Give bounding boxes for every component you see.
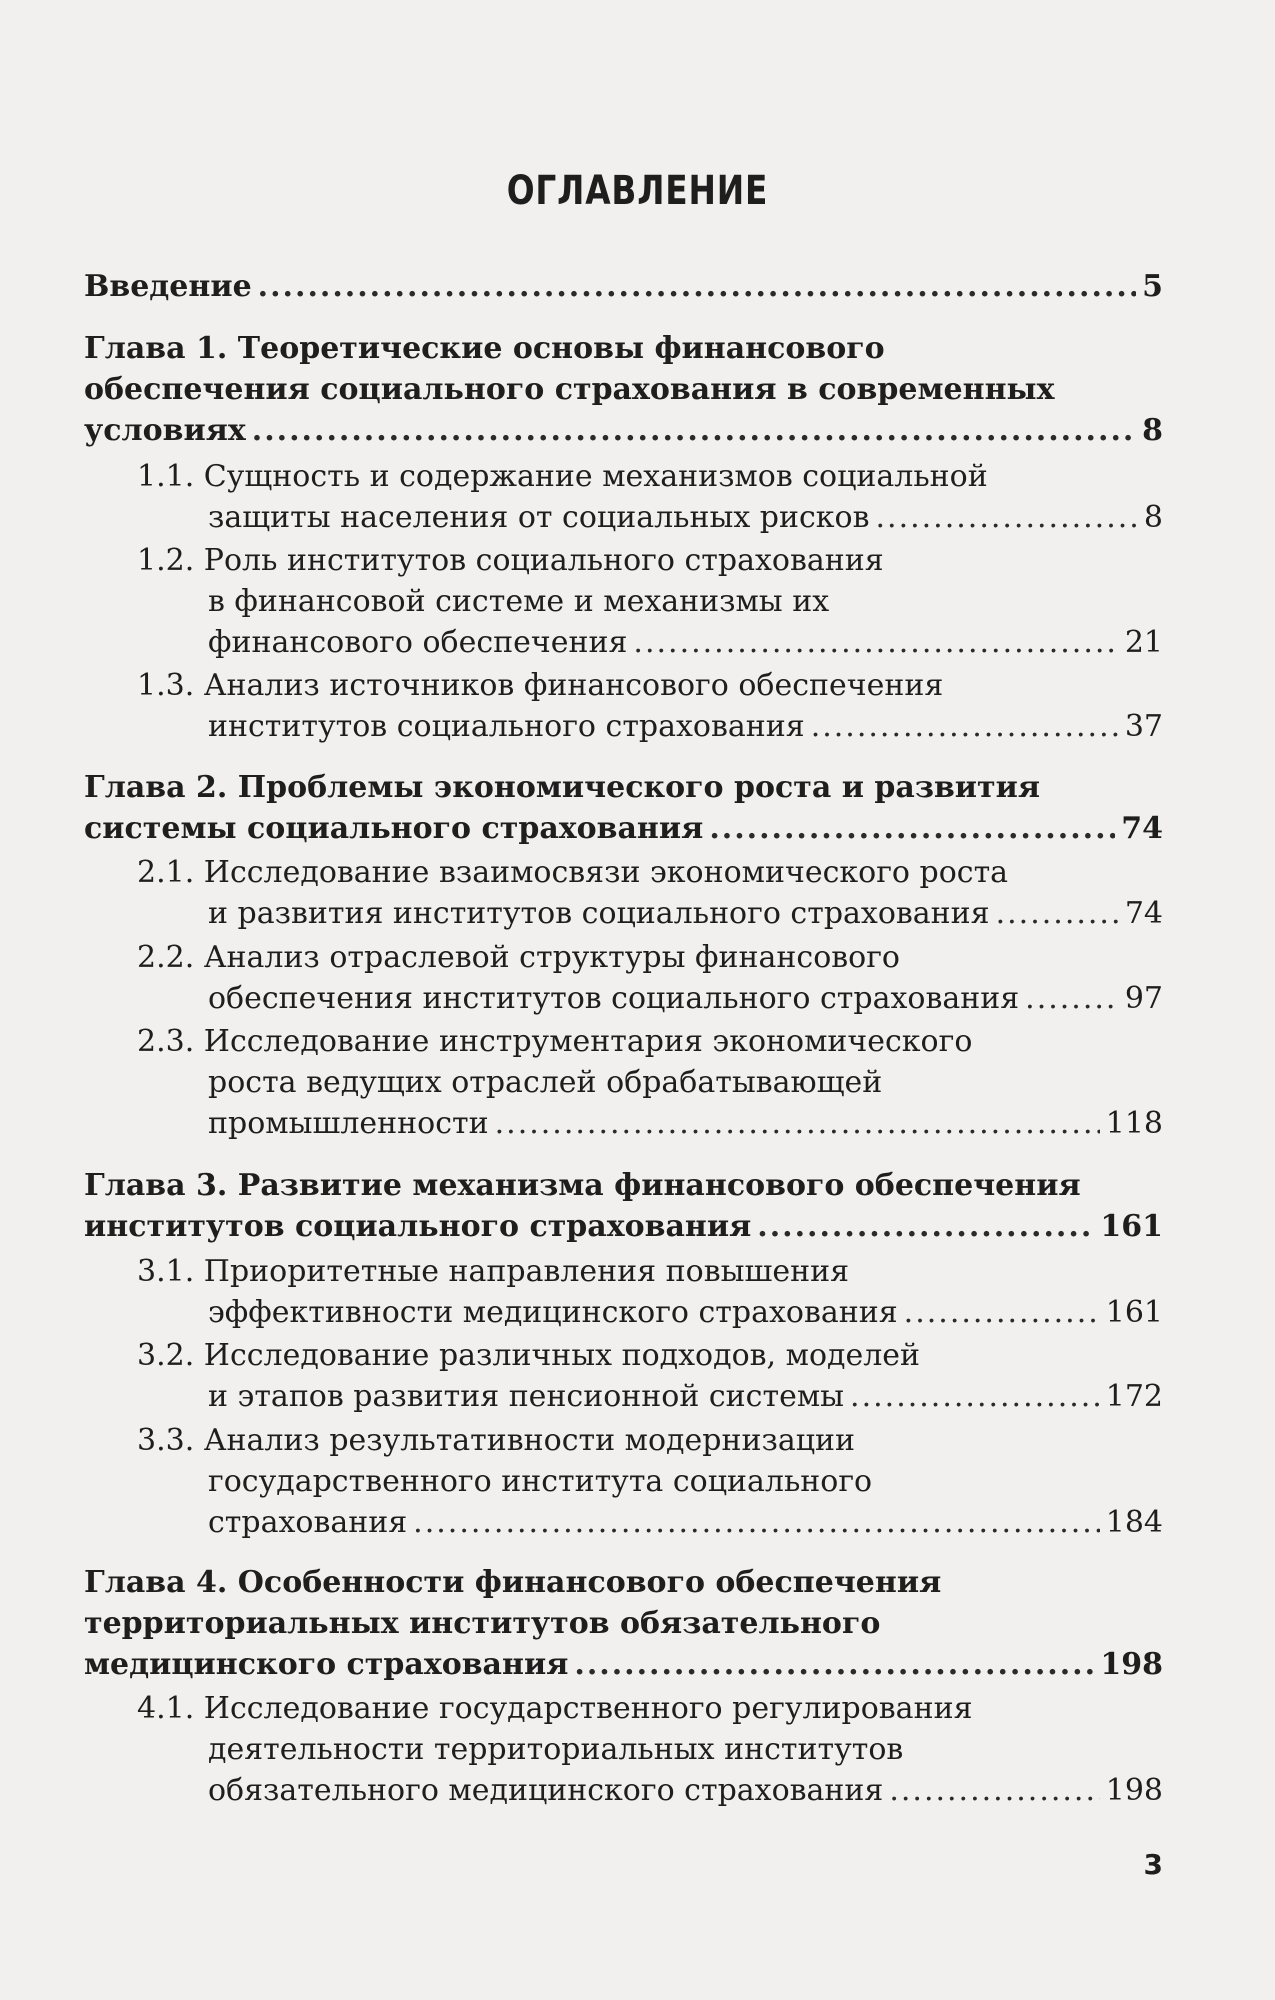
- dot-leader: [252, 410, 1136, 451]
- entry-title-line: 2.3. Исследование инструментария экономического: [137, 1024, 973, 1059]
- dot-leader: [904, 1292, 1100, 1333]
- entry-title-line: и этапов развития пенсионной системы: [208, 1379, 845, 1414]
- entry-title-line: государственного института социального: [208, 1464, 873, 1499]
- entry-title-line: деятельности территориальных институтов: [208, 1732, 904, 1767]
- entry-title-line: и развития институтов социального страхования: [208, 896, 990, 931]
- dot-leader: [876, 497, 1138, 538]
- page-ref: 74: [1121, 811, 1163, 846]
- dot-leader: [757, 1206, 1094, 1247]
- entry-title: Введение: [84, 269, 252, 304]
- dot-leader: [889, 1770, 1099, 1811]
- entry-title-line: обеспечения институтов социального страхования: [208, 981, 1020, 1016]
- page-ref: 198: [1105, 1773, 1163, 1808]
- page-number: 3: [1143, 1848, 1163, 1881]
- dot-leader: [850, 1376, 1100, 1417]
- page-ref: 161: [1100, 1209, 1163, 1244]
- dot-leader: [996, 893, 1119, 934]
- toc-chapter-1: [84, 328, 1163, 451]
- toc-section-2-1: [137, 852, 1163, 934]
- entry-title-line: обеспечения социального страхования в современных: [84, 372, 1055, 407]
- entry-title-line: 1.2. Роль институтов социального страхования: [137, 543, 884, 578]
- toc-section-3-3: [137, 1420, 1163, 1543]
- entry-title-line: 3.1. Приоритетные направления повышения: [137, 1254, 850, 1289]
- entry-title-line: роста ведущих отраслей обрабатывающей: [208, 1065, 883, 1100]
- toc-section-1-2: [137, 540, 1163, 663]
- page-ref: 184: [1105, 1505, 1163, 1540]
- toc-section-2-3: [137, 1021, 1163, 1144]
- entry-title-line: Глава 2. Проблемы экономического роста и развития: [84, 770, 1041, 805]
- page-ref: 97: [1124, 981, 1163, 1016]
- toc-section-1-1: [137, 456, 1163, 538]
- toc-entry-intro: [84, 266, 1163, 307]
- toc-section-3-1: [137, 1251, 1163, 1333]
- toc-section-1-3: [137, 665, 1163, 747]
- dot-leader: [709, 808, 1115, 849]
- entry-title-line: в финансовой системе и механизмы их: [208, 584, 830, 619]
- toc-section-4-1: [137, 1688, 1163, 1811]
- entry-title-line: 1.3. Анализ источников финансового обеспечения: [137, 668, 944, 703]
- entry-title-line: системы социального страхования: [84, 811, 704, 846]
- entry-title-line: защиты населения от социальных рисков: [208, 500, 870, 535]
- page-ref: 172: [1105, 1379, 1163, 1414]
- dot-leader: [811, 706, 1119, 747]
- page-ref: 8: [1142, 413, 1163, 448]
- entry-title-line: территориальных институтов обязательного: [84, 1606, 881, 1641]
- dot-leader: [495, 1103, 1100, 1144]
- entry-title-line: медицинского страхования: [84, 1647, 569, 1682]
- toc-chapter-2: [84, 767, 1163, 849]
- page-ref: 118: [1105, 1106, 1163, 1141]
- dot-leader: [574, 1644, 1094, 1685]
- entry-title-line: промышленности: [208, 1106, 489, 1141]
- page-ref: 8: [1143, 500, 1163, 535]
- dot-leader: [413, 1502, 1100, 1543]
- entry-title-line: эффективности медицинского страхования: [208, 1295, 898, 1330]
- dot-leader: [258, 266, 1136, 307]
- toc-chapter-4: [84, 1562, 1163, 1685]
- page-ref: 74: [1124, 896, 1163, 931]
- entry-title-line: 4.1. Исследование государственного регулирования: [137, 1691, 973, 1726]
- entry-title-line: Глава 4. Особенности финансового обеспечения: [84, 1565, 942, 1600]
- entry-title-line: условиях: [84, 413, 246, 448]
- page-ref: 5: [1142, 269, 1163, 304]
- entry-title-line: 3.2. Исследование различных подходов, моделей: [137, 1338, 921, 1373]
- entry-title-line: страхования: [208, 1505, 408, 1540]
- page-title: ОГЛАВЛЕНИЕ: [506, 168, 769, 214]
- entry-title-line: обязательного медицинского страхования: [208, 1773, 884, 1808]
- entry-title-line: Глава 1. Теоретические основы финансового: [84, 331, 885, 366]
- entry-title-line: институтов социального страхования: [208, 709, 805, 744]
- dot-leader: [1025, 978, 1119, 1019]
- page-ref: 198: [1100, 1647, 1163, 1682]
- entry-title-line: институтов социального страхования: [84, 1209, 752, 1244]
- entry-title-line: 2.1. Исследование взаимосвязи экономического роста: [137, 855, 1009, 890]
- entry-title-line: Глава 3. Развитие механизма финансового обеспечения: [84, 1168, 1081, 1203]
- page-ref: 21: [1124, 625, 1163, 660]
- page-ref: 37: [1124, 709, 1163, 744]
- entry-title-line: 1.1. Сущность и содержание механизмов социальной: [137, 459, 988, 494]
- toc-section-2-2: [137, 937, 1163, 1019]
- toc-section-3-2: [137, 1335, 1163, 1417]
- page-ref: 161: [1105, 1295, 1163, 1330]
- toc-chapter-3: [84, 1165, 1163, 1247]
- entry-title-line: финансового обеспечения: [208, 625, 628, 660]
- entry-title-line: 2.2. Анализ отраслевой структуры финансового: [137, 940, 900, 975]
- dot-leader: [633, 622, 1118, 663]
- entry-title-line: 3.3. Анализ результативности модернизации: [137, 1423, 855, 1458]
